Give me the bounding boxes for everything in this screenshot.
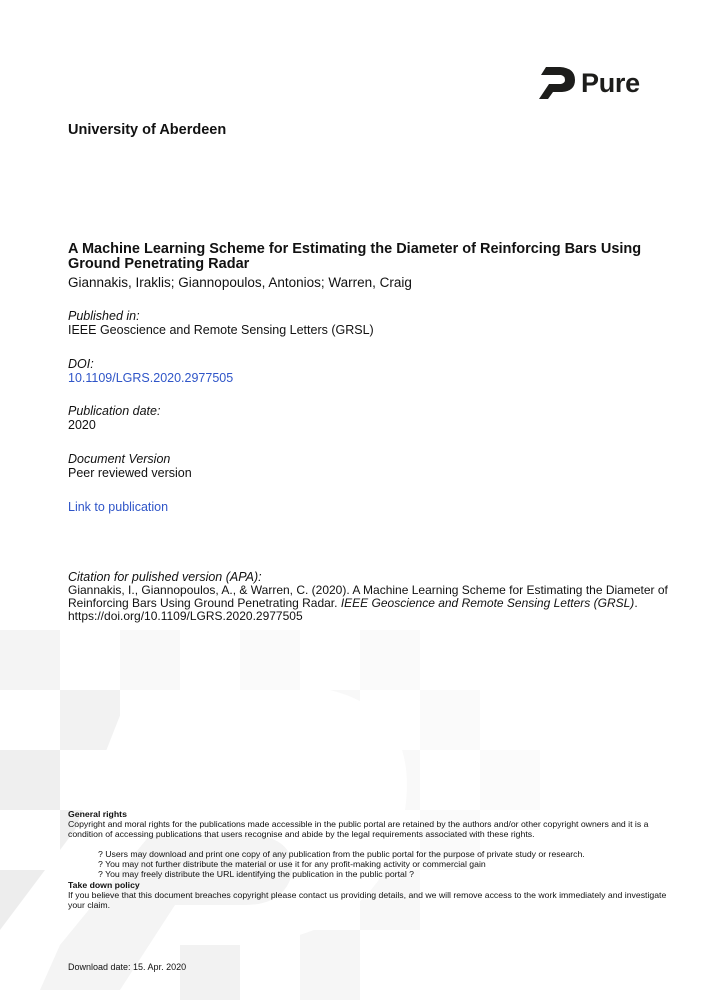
citation-text-after: . [634,596,638,610]
take-down-heading: Take down policy [68,880,140,890]
document-title: A Machine Learning Scheme for Estimating the Diameter of Reinforcing Bars Using Ground Penetrating Radar [68,241,642,272]
doi-block [68,357,233,385]
pure-logo [537,66,640,100]
rights-item: ? You may freely distribute the URL identifying the publication in the public portal ? [98,869,414,879]
document-version-value: Peer reviewed version [68,466,192,480]
institution-name: University of Aberdeen [68,122,227,138]
pure-mark-icon [537,66,577,100]
doi-link[interactable]: 10.1109/LGRS.2020.2977505 [68,371,234,385]
general-rights-heading: General rights [68,809,127,819]
authors: Giannakis, Iraklis; Giannopoulos, Antonios; Warren, Craig [68,275,412,290]
publication-date-block [68,404,160,432]
citation-text [68,584,668,610]
take-down-text: If you believe that this document breaches copyright please contact us providing details, and we will remove access to the work immediately and investigate your claim. [68,890,667,910]
citation-text-before: Giannakis, I., Giannopoulos, A., & Warren, C. (2020). A Machine Learning Scheme for Estimating the Diameter of Reinforcing Bars Using Ground Penetrating Radar. [68,583,668,610]
rights-item: ? Users may download and print one copy of any publication from the public portal for the purpose of private study or research. [98,849,585,859]
rights-block [68,809,668,910]
general-rights-text: Copyright and moral rights for the publications made accessible in the public portal are retained by the authors and/or other copyright owners and it is a condition of accessing publications that users recognise and abide by the legal requirements associated with these rights. [68,819,649,839]
published-in-block [68,309,374,337]
document-version-block [68,452,192,480]
published-in-label: Published in: [68,309,140,323]
link-to-publication[interactable]: Link to publication [68,500,169,514]
publication-date-label: Publication date: [68,404,161,418]
published-in-value: IEEE Geoscience and Remote Sensing Letters (GRSL) [68,323,374,337]
doi-label: DOI: [68,357,94,371]
citation-block [68,571,668,623]
download-date: Download date: 15. Apr. 2020 [68,962,187,972]
citation-url[interactable]: https://doi.org/10.1109/LGRS.2020.2977505 [68,609,303,623]
logo-text: Pure [581,67,640,98]
citation-label: Citation for pulished version (APA): [68,570,262,584]
document-version-label: Document Version [68,452,171,466]
rights-item: ? You may not further distribute the material or use it for any profit-making activity or commercial gain [98,859,486,869]
citation-journal: IEEE Geoscience and Remote Sensing Letters (GRSL) [340,596,635,610]
publication-date-value: 2020 [68,418,96,432]
